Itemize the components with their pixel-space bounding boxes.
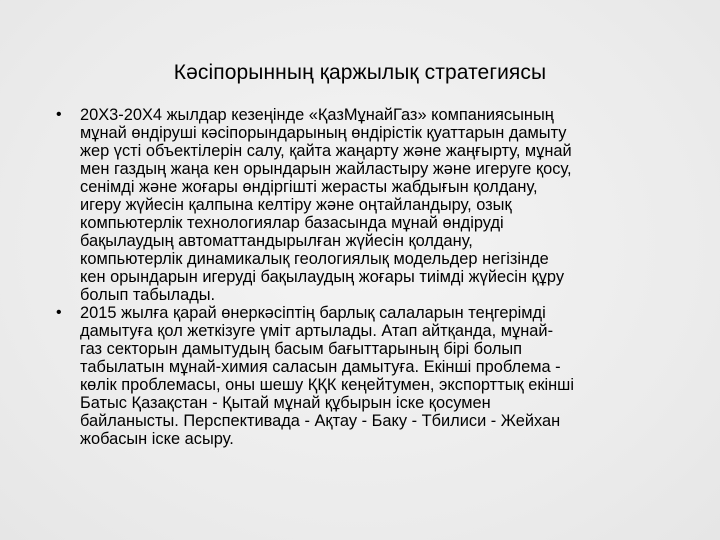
bullet-dot-icon: • <box>56 106 62 123</box>
bullet-2-line: 2015 жылға қарай өнеркәсіптің барлық салаларын теңгерімді <box>80 304 546 322</box>
bullet-1-line: компьютерлік динамикалық геологиялық модельдер негізінде <box>80 250 549 268</box>
bullet-dot-icon: • <box>56 304 62 321</box>
bullet-2-line: дамытуға қол жеткізуге үміт артылады. Атап айтқанда, мұнай- <box>80 322 554 340</box>
bullet-1-line: кен орындарын игеруді бақылаудың жоғары тиімді жүйесін құру <box>80 268 565 286</box>
bullet-1-line: 20Х3-20Х4 жылдар кезеңінде «ҚазМұнайГаз» компаниясының <box>80 106 554 124</box>
bullet-2-line: газ секторын дамытудың басым бағыттарының бірі болып <box>80 340 523 358</box>
bullet-item-1 <box>50 106 690 304</box>
bullet-1-line: жер үсті объектілерін салу, қайта жаңарту және жаңғырту, мұнай <box>80 142 572 160</box>
bullet-1-line: мен газдың жаңа кен орындарын жайластыру және игеруге қосу, <box>80 160 572 178</box>
bullet-1-line: мұнай өндіруші кәсіпорындарының өндірістік қуаттарын дамыту <box>80 124 567 142</box>
bullet-1-line: сенімді және жоғары өндіргішті жерасты жабдығын қолдану, <box>80 178 538 196</box>
bullet-2-line: жобасын іске асыру. <box>80 430 234 448</box>
bullet-1-line: бақылаудың автоматтандырылған жүйесін қолдану, <box>80 232 473 250</box>
bullet-2-line: көлік проблемасы, оны шешу ҚҚК кеңейтумен, экспорттық екінші <box>80 376 574 394</box>
bullet-2-line: табылатын мұнай-химия саласын дамытуға. Екінші проблема - <box>80 358 561 376</box>
bullet-list <box>50 106 690 448</box>
bullet-2-line: байланысты. Перспективада - Ақтау - Баку - Тбилиси - Жейхан <box>80 412 561 430</box>
bullet-1-line: компьютерлік технологиялар базасында мұнай өндіруді <box>80 214 504 232</box>
bullet-2-line: Батыс Қазақстан - Қытай мұнай құбырын іске қосумен <box>80 394 491 412</box>
bullet-item-2 <box>50 304 690 448</box>
bullet-1-line: болып табылады. <box>80 286 216 304</box>
bullet-1-line: игеру жүйесін қалпына келтіру және оңтайландыру, озық <box>80 196 512 214</box>
slide-title: Кәсіпорынның қаржылық стратегиясы <box>173 61 547 84</box>
